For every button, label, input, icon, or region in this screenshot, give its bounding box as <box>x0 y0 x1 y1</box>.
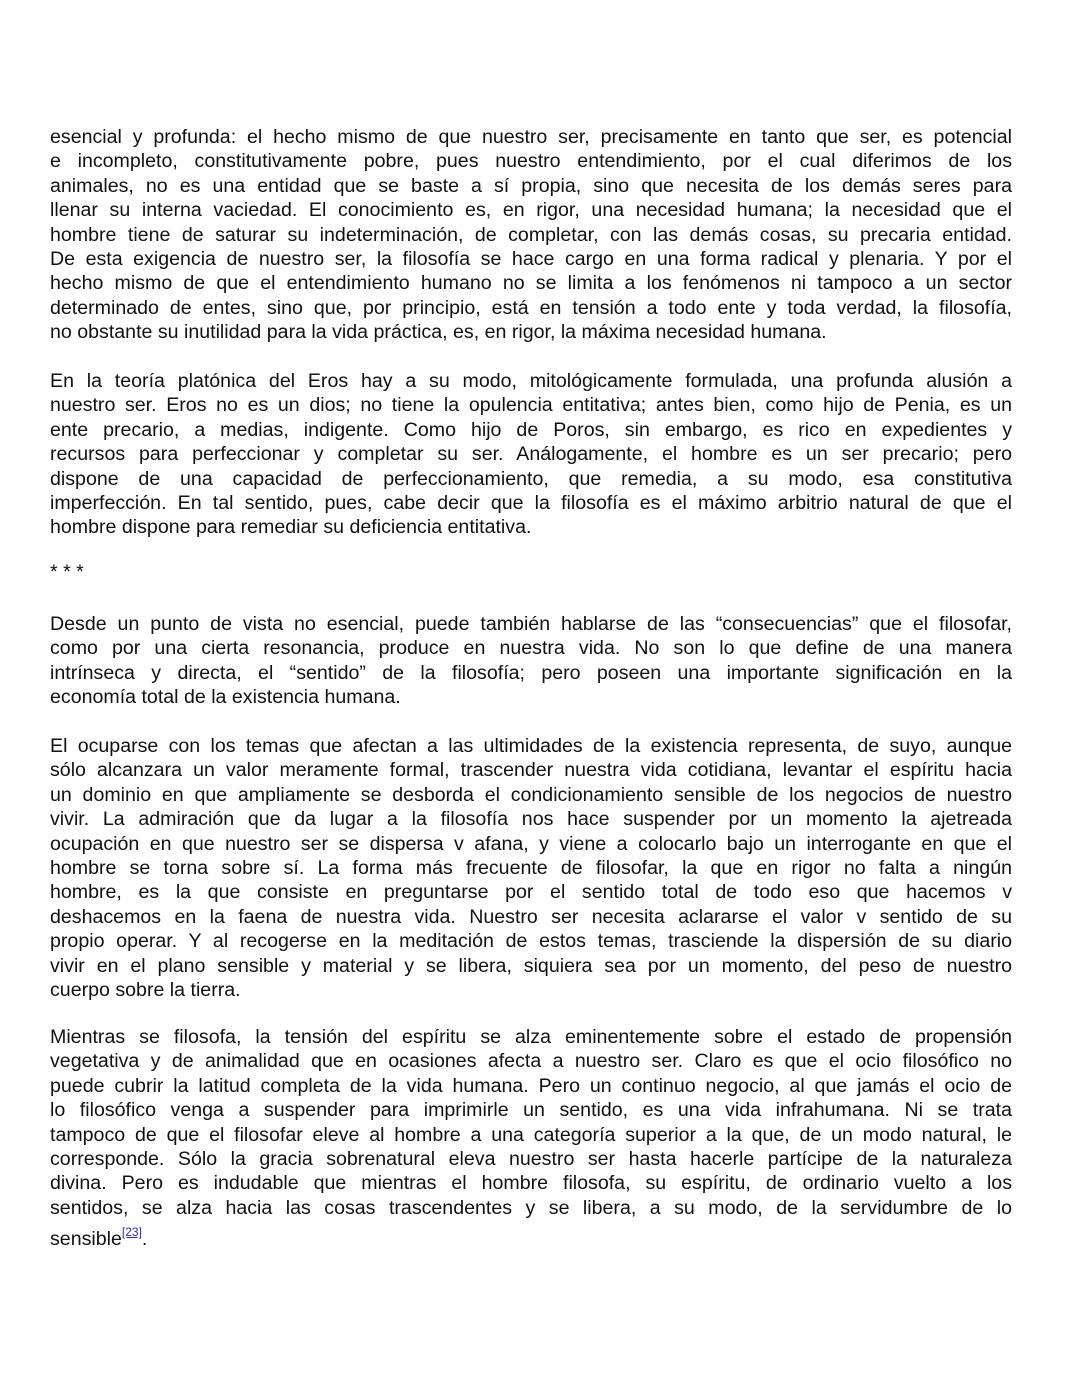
text-line <box>50 783 1012 807</box>
line-text: como por una cierta resonancia, produce en nuestra vida. No son lo que define de una manera <box>50 637 1012 660</box>
line-text: sentidos, se alza hacia las cosas trascendentes y se libera, a su modo, de la servidumbre de lo <box>50 1196 1012 1219</box>
footnote-link[interactable]: [23] <box>121 1225 142 1240</box>
text-line <box>50 880 1012 904</box>
line-text: corresponde. Sólo la gracia sobrenatural eleva nuestro ser hasta hacerle partícipe de la naturaleza <box>50 1147 1012 1170</box>
text-line <box>50 174 1012 198</box>
line-text: llenar su interna vaciedad. El conocimiento es, en rigor, una necesidad humana; la necesidad que el <box>50 199 1012 222</box>
line-text: ocupación en que nuestro ser se dispersa v afana, y viene a colocarlo bajo un interrogante en que el <box>50 832 1012 855</box>
line-text: economía total de la existencia humana. <box>50 686 401 709</box>
text-line <box>50 758 1012 782</box>
text-line <box>50 418 1012 442</box>
text-line <box>50 612 1012 636</box>
text-line <box>50 1171 1012 1195</box>
paragraph-1 <box>50 125 1012 345</box>
line-text: intrínseca y directa, el “sentido” de la filosofía; pero poseen una importante significación en la <box>50 661 1012 684</box>
text-line <box>50 856 1012 880</box>
text-line <box>50 1220 1012 1251</box>
line-text: un dominio en que ampliamente se desborda el condicionamiento sensible de los negocios de nuestro <box>50 783 1012 806</box>
line-text: vivir en el plano sensible y material y se libera, siquiera sea por un momento, del peso de nuestro <box>50 954 1012 977</box>
text-line <box>50 905 1012 929</box>
text-line <box>50 832 1012 856</box>
paragraph-3 <box>50 612 1012 710</box>
text-line <box>50 515 1012 539</box>
text-line <box>50 393 1012 417</box>
text-line <box>50 491 1012 515</box>
footnote-trailing-period: . <box>141 1228 148 1251</box>
line-text: tampoco de que el filosofar eleve al hombre a una categoría superior a la que, de un modo natural, le <box>50 1123 1012 1146</box>
line-text: hombre dispone para remediar su deficiencia entitativa. <box>50 516 532 539</box>
line-text: sensible <box>50 1228 122 1251</box>
text-line <box>50 1049 1012 1073</box>
text-line <box>50 1196 1012 1220</box>
text-line <box>50 369 1012 393</box>
text-line <box>50 1098 1012 1122</box>
text-line <box>50 1123 1012 1147</box>
line-text: lo filosófico venga a suspender para imprimirle un sentido, es una vida infrahumana. Ni se trata <box>50 1099 1012 1122</box>
text-line <box>50 296 1012 320</box>
line-text: recursos para perfeccionar y completar su ser. Análogamente, el hombre es un ser precario; pero <box>50 443 1012 466</box>
text-line <box>50 560 1012 584</box>
line-text: El ocuparse con los temas que afectan a las ultimidades de la existencia representa, de suyo, aunque <box>50 735 1012 757</box>
line-text: Desde un punto de vista no esencial, puede también hablarse de las “consecuencias” que el filosofar, <box>50 613 1012 635</box>
paragraph-4 <box>50 734 1012 1002</box>
text-line <box>50 467 1012 491</box>
text-line <box>50 320 1012 344</box>
text-line <box>50 125 1012 149</box>
text-line <box>50 271 1012 295</box>
line-text: imperfección. En tal sentido, pues, cabe decir que la filosofía es el máximo arbitrio natural de que el <box>50 491 1012 514</box>
line-text: hombre, es la que consiste en preguntarse por el sentido total de todo eso que hacemos v <box>50 881 1012 904</box>
text-line <box>50 442 1012 466</box>
line-text: hombre tiene de saturar su indeterminación, de completar, con las demás cosas, su precaria entidad. <box>50 223 1012 246</box>
text-line <box>50 223 1012 247</box>
line-text: determinado de entes, sino que, por principio, está en tensión a todo ente y toda verdad, la filosofía, <box>50 296 1012 319</box>
text-line <box>50 807 1012 831</box>
text-line <box>50 954 1012 978</box>
text-line <box>50 198 1012 222</box>
paragraph-5 <box>50 1025 1012 1251</box>
text-line <box>50 929 1012 953</box>
text-line <box>50 149 1012 173</box>
line-text: vegetativa y de animalidad que en ocasiones afecta a nuestro ser. Claro es que el ocio filosófico no <box>50 1050 1012 1073</box>
line-text: hecho mismo de que el entendimiento humano no se limita a los fenómenos ni tampoco a un sector <box>50 272 1012 295</box>
line-text: vivir. La admiración que da lugar a la filosofía nos hace suspender por un momento la ajetreada <box>50 808 1012 831</box>
line-text: Mientras se filosofa, la tensión del espíritu se alza eminentemente sobre el estado de propensión <box>50 1026 1012 1048</box>
line-text: * * * <box>50 561 84 583</box>
line-text: nuestro ser. Eros no es un dios; no tiene la opulencia entitativa; antes bien, como hijo de Penia, es un <box>50 394 1012 417</box>
line-text: puede cubrir la latitud completa de la vida humana. Pero un continuo negocio, al que jamás el ocio de <box>50 1074 1012 1097</box>
text-line <box>50 1147 1012 1171</box>
section-separator <box>50 560 1012 584</box>
text-line <box>50 661 1012 685</box>
line-text: En la teoría platónica del Eros hay a su modo, mitológicamente formulada, una profunda alusión a <box>50 370 1012 392</box>
line-text: esencial y profunda: el hecho mismo de que nuestro ser, precisamente en tanto que ser, es potencial <box>50 126 1012 148</box>
line-text: animales, no es una entidad que se baste a sí propia, sino que necesita de los demás seres para <box>50 174 1012 197</box>
text-line <box>50 247 1012 271</box>
line-text: e incompleto, constitutivamente pobre, pues nuestro entendimiento, por el cual diferimos de los <box>50 150 1012 173</box>
line-text: cuerpo sobre la tierra. <box>50 978 241 1001</box>
text-line <box>50 1025 1012 1049</box>
line-text: ente precario, a medias, indigente. Como hijo de Poros, sin embargo, es rico en expedientes y <box>50 418 1012 441</box>
line-text: propio operar. Y al recogerse en la meditación de estos temas, trasciende la dispersión de su diario <box>50 930 1012 953</box>
line-text: hombre se torna sobre sí. La forma más frecuente de filosofar, la que en rigor no falta a ningún <box>50 856 1012 879</box>
line-text: no obstante su inutilidad para la vida práctica, es, en rigor, la máxima necesidad humana. <box>50 321 827 344</box>
text-line <box>50 685 1012 709</box>
line-text: De esta exigencia de nuestro ser, la filosofía se hace cargo en una forma radical y plenaria. Y por el <box>50 247 1012 270</box>
text-line <box>50 734 1012 758</box>
line-text: divina. Pero es indudable que mientras el hombre filosofa, su espíritu, de ordinario vuelto a los <box>50 1172 1012 1195</box>
text-line <box>50 1074 1012 1098</box>
line-text: deshacemos en la faena de nuestra vida. Nuestro ser necesita aclararse el valor v sentido de su <box>50 905 1012 928</box>
line-text: dispone de una capacidad de perfeccionamiento, que remedia, a su modo, esa constitutiva <box>50 467 1012 490</box>
text-line <box>50 636 1012 660</box>
line-text: sólo alcanzara un valor meramente formal, trascender nuestra vida cotidiana, levantar el espíritu hacia <box>50 759 1012 782</box>
paragraph-2 <box>50 369 1012 540</box>
text-line <box>50 978 1012 1002</box>
